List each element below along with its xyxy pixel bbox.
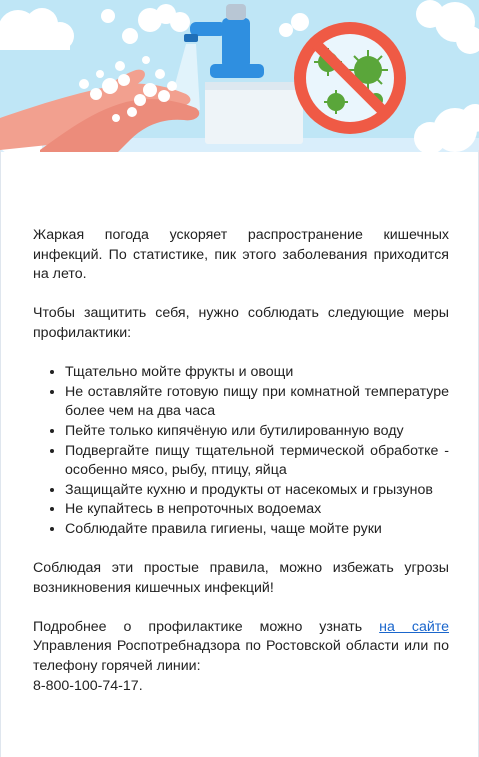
list-item: • Защищайте кухню и продукты от насекомых и грызунов — [65, 481, 449, 501]
more-info-text-cont: Управления Роспотребнадзора по Ростовской области или по телефону горячей линии: — [33, 638, 449, 675]
list-item: • Тщательно мойте фрукты и овощи — [65, 363, 449, 383]
list-item: • Соблюдайте правила гигиены, чаще мойте руки — [65, 520, 449, 540]
handwashing-illustration — [0, 0, 479, 152]
more-info-text: Подробнее о профилактике можно узнать — [33, 618, 380, 635]
more-info-paragraph — [33, 618, 449, 696]
list-item: • Не купайтесь в непроточных водоемах — [65, 500, 449, 520]
website-link[interactable]: на сайте — [379, 618, 449, 635]
hotline-number: 8-800-100-74-17. — [33, 677, 143, 694]
list-item: • Пейте только кипячёную или бутилированную воду — [65, 422, 449, 442]
measures-list — [33, 363, 449, 539]
list-item: • Подвергайте пищу тщательной термической обработке - особенно мясо, рыбу, птицу, яйца — [65, 442, 449, 481]
list-item: • Не оставляйте готовую пищу при комнатной температуре более чем на два часа — [65, 383, 449, 422]
no-virus-icon — [294, 22, 406, 134]
article-body — [33, 226, 449, 716]
intro-paragraph: Жаркая погода ускоряет распространение кишечных инфекций. По статистике, пик этого заболевания приходится на лето. — [33, 227, 449, 283]
page-border-left — [0, 150, 1, 757]
conclusion-paragraph: Соблюдая эти простые правила, можно избежать угрозы возникновения кишечных инфекций! — [33, 560, 449, 596]
hero-banner — [0, 0, 479, 152]
measures-lead-paragraph: Чтобы защитить себя, нужно соблюдать следующие меры профилактики: — [33, 305, 449, 341]
